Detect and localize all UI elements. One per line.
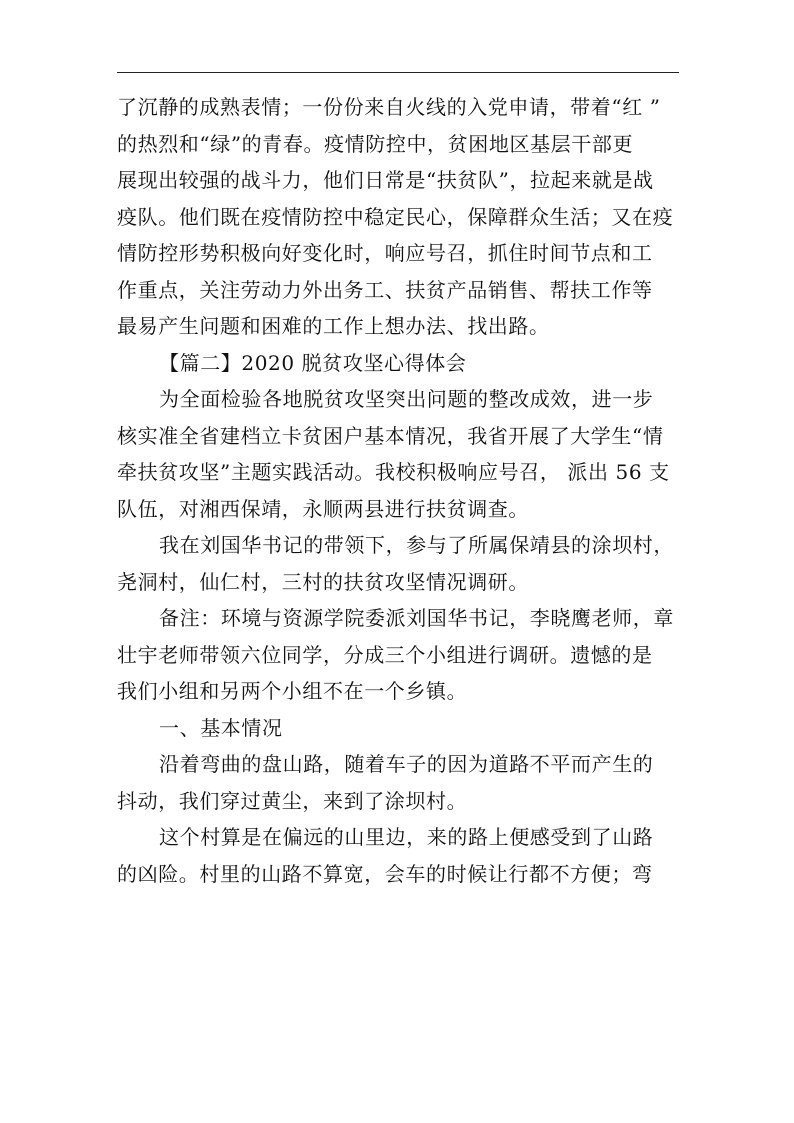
paragraph-line: 尧洞村，仙仁村，三村的扶贫攻坚情况调研。: [117, 569, 529, 594]
paragraph-line: 我们小组和另两个小组不在一个乡镇。: [117, 679, 468, 703]
paragraph-line: 为全面检验各地脱贫攻坚突出问题的整改成效，进一步: [159, 387, 654, 411]
header-rule: [117, 72, 679, 73]
section-heading: 【篇二】2020 脱贫攻坚心得体会: [159, 350, 467, 375]
paragraph-line: 这个村算是在偏远的山里边，来的路上便感受到了山路: [159, 825, 654, 849]
paragraph-line: 疫队。他们既在疫情防控中稳定民心，保障群众生活；又在疫: [117, 204, 674, 229]
paragraph-line: 队伍，对湘西保靖，永顺两县进行扶贫调查。: [117, 496, 529, 521]
paragraph-line: 牵扶贫攻坚”主题实践活动。我校积极响应号召， 派出 56 支: [117, 460, 670, 484]
document-body: [117, 89, 679, 892]
paragraph-line: 的热烈和“绿”的青春。疫情防控中，贫困地区基层干部更: [117, 131, 634, 156]
paragraph-line: 备注：环境与资源学院委派刘国华书记，李晓鹰老师，章: [159, 606, 674, 630]
paragraph-line: 核实准全省建档立卡贫困户基本情况，我省开展了大学生“情: [117, 423, 664, 448]
paragraph-line: 我在刘国华书记的带领下，参与了所属保靖县的涂坝村，: [159, 533, 674, 557]
paragraph-line: 展现出较强的战斗力，他们日常是“扶贫队”，拉起来就是战: [117, 168, 654, 192]
paragraph-line: 最易产生问题和困难的工作上想办法、找出路。: [117, 314, 550, 338]
paragraph-line: 抖动，我们穿过黄尘，来到了涂坝村。: [117, 788, 468, 813]
paragraph-line: 了沉静的成熟表情；一份份来自火线的入党申请，带着“红 ”: [117, 95, 661, 119]
paragraph-line: 作重点，关注劳动力外出务工、扶贫产品销售、帮扶工作等: [117, 277, 653, 302]
paragraph-line: 情防控形势积极向好变化时，响应号召，抓住时间节点和工: [117, 241, 653, 265]
paragraph-line: 的凶险。村里的山路不算宽，会车的时候让行都不方便；弯: [117, 861, 653, 886]
subsection-heading: 一、基本情况: [159, 715, 283, 740]
paragraph-line: 壮宇老师带领六位同学，分成三个小组进行调研。遗憾的是: [117, 642, 653, 667]
paragraph-line: 沿着弯曲的盘山路，随着车子的因为道路不平而产生的: [159, 752, 654, 776]
